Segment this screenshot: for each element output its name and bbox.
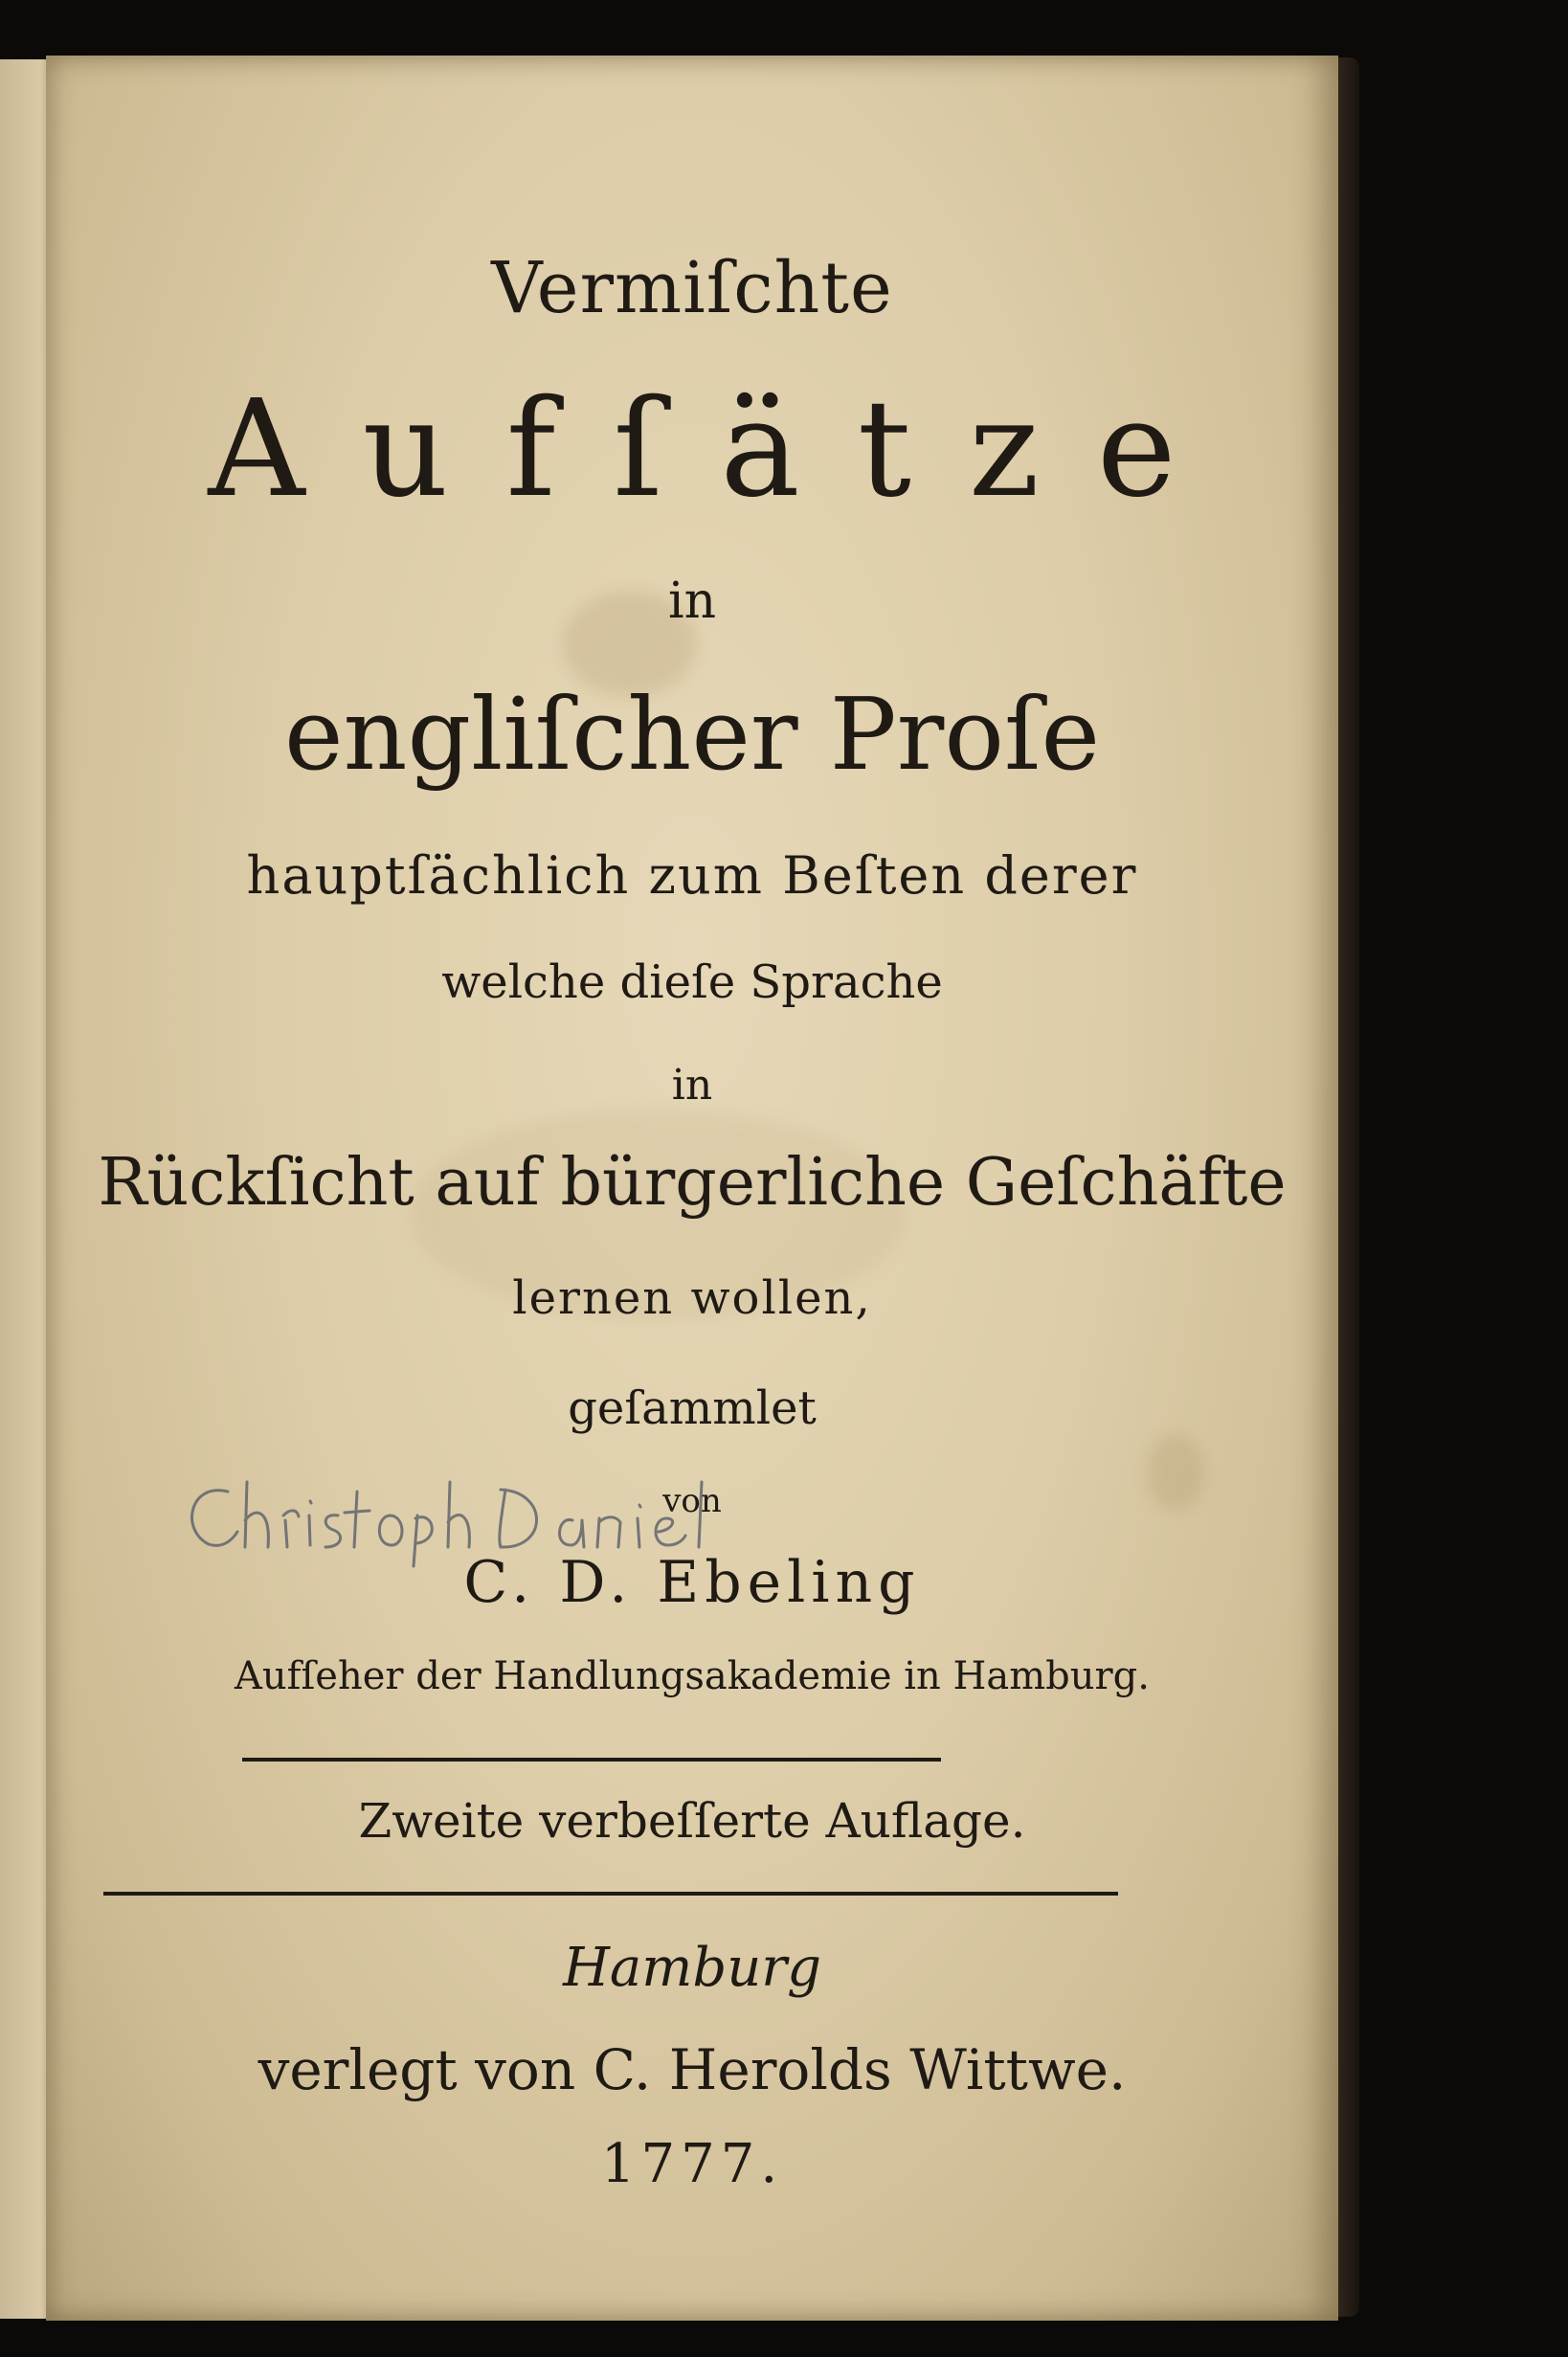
line-gesammlet: geſammlet: [568, 1381, 817, 1435]
title-line-vermischte: Vermiſchte: [491, 247, 893, 329]
line-von: von: [662, 1482, 722, 1520]
subtitle-line-hauptsaechlich: hauptſächlich zum Beſten derer: [246, 845, 1138, 906]
title-line-aufsaetze: Aufſätze: [208, 371, 1234, 528]
title-line-in: in: [667, 572, 717, 630]
imprint-publisher: verlegt von C. Herolds Wittwe.: [258, 2037, 1127, 2102]
imprint-city: Hamburg: [563, 1937, 821, 1999]
title-page: [46, 56, 1338, 2321]
subtitle-line-ruecksicht: Rückſicht auf bürgerliche Geſchäfte: [98, 1145, 1287, 1221]
author-name: C. D. Ebeling: [463, 1549, 921, 1616]
divider-rule-bottom: [103, 1892, 1118, 1896]
subtitle-line-welche: welche dieſe Sprache: [441, 955, 943, 1009]
author-office: Aufſeher der Handlungsakademie in Hamburg.: [235, 1654, 1150, 1698]
title-line-englischer-prose: engliſcher Proſe: [283, 676, 1100, 793]
subtitle-line-lernen: lernen wollen,: [512, 1271, 872, 1325]
subtitle-line-in: in: [671, 1061, 713, 1110]
divider-rule-top: [242, 1758, 941, 1762]
imprint-year: 1777.: [600, 2133, 784, 2195]
edition-line: Zweite verbeſſerte Auflage.: [358, 1793, 1026, 1849]
